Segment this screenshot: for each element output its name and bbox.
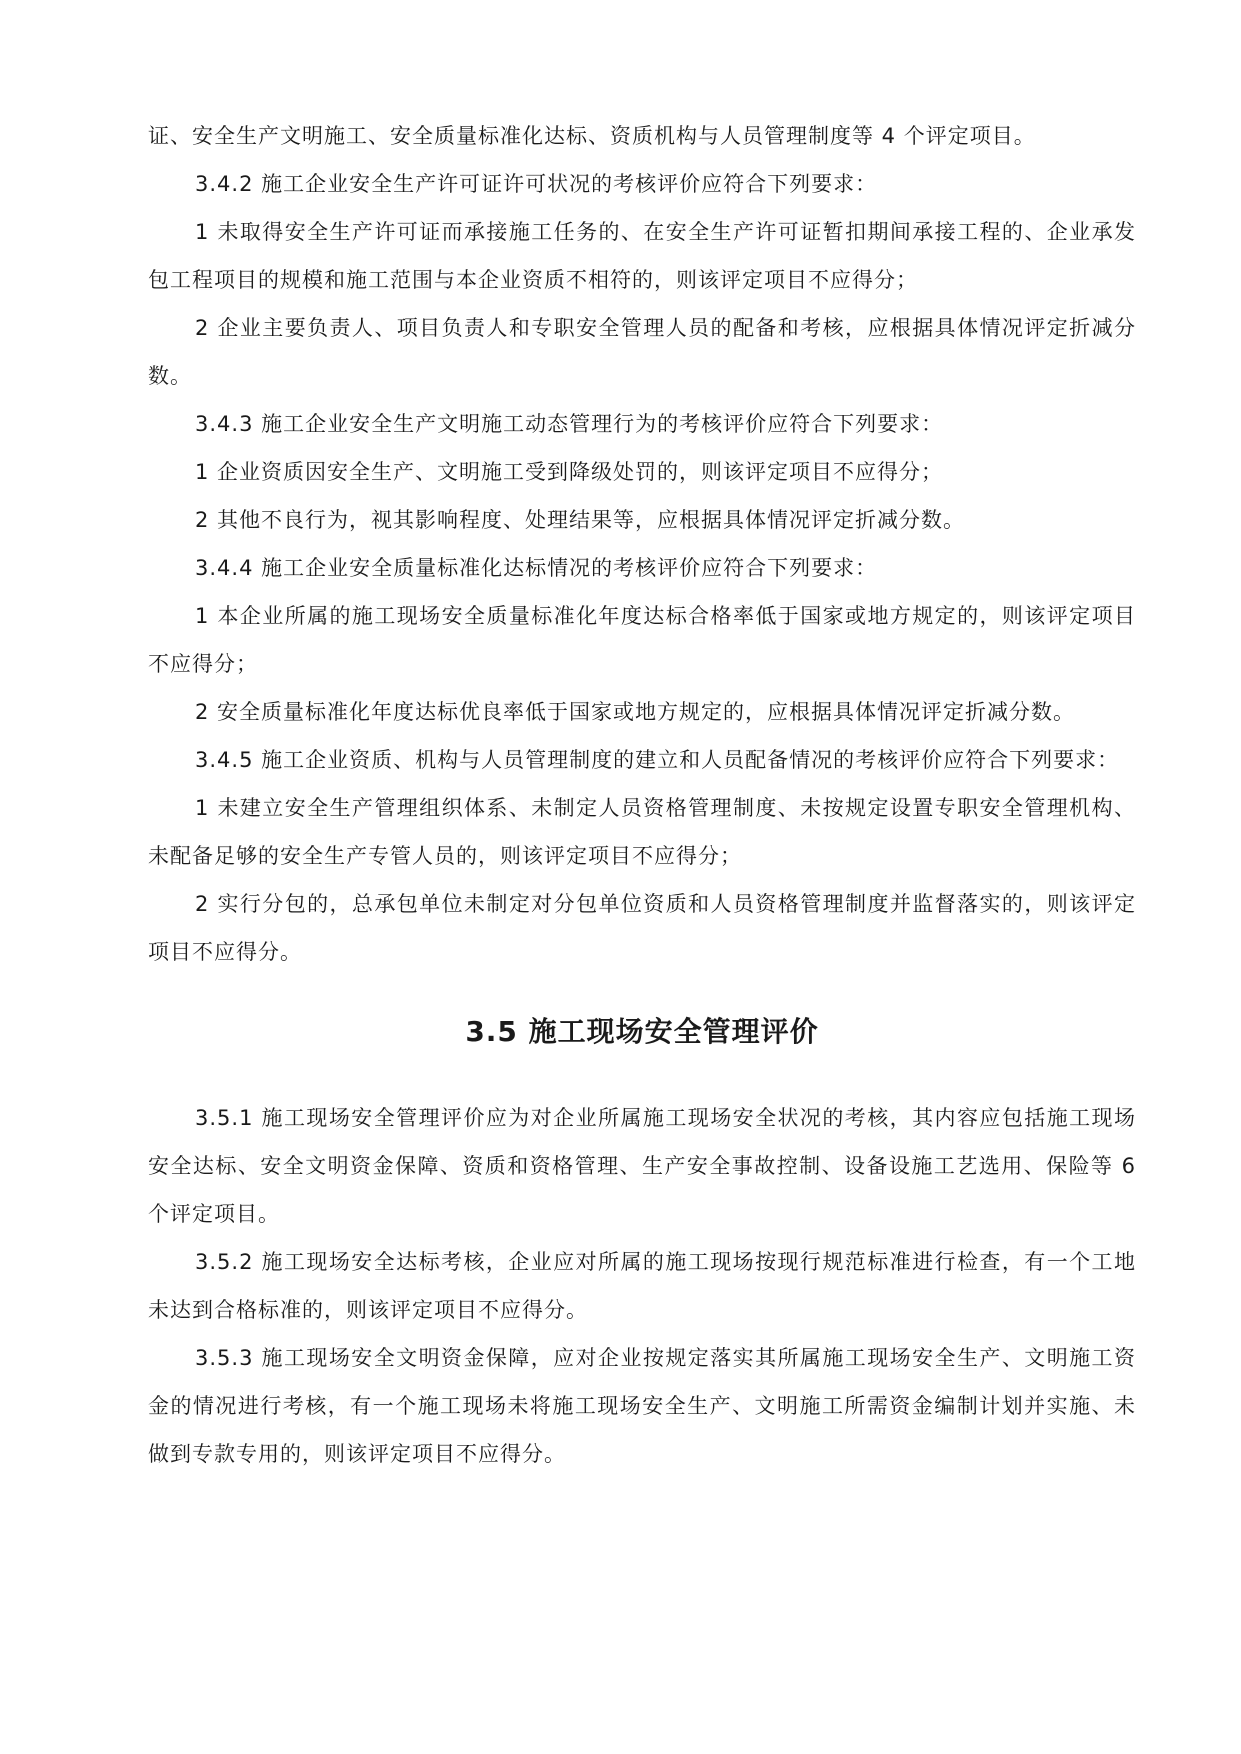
body-paragraph: 3.4.5 施工企业资质、机构与人员管理制度的建立和人员配备情况的考核评价应符合下列要求： (195, 748, 1120, 772)
body-paragraph: 证、安全生产文明施工、安全质量标准化达标、资质机构与人员管理制度等 4 个评定项目。 (148, 124, 1036, 148)
section-3-5-body (148, 1094, 1136, 1478)
body-paragraph: 2 实行分包的，总承包单位未制定对分包单位资质和人员资格管理制度并监督落实的，则该评定项目不应得分。 (148, 892, 1136, 964)
body-paragraph: 1 未取得安全生产许可证而承接施工任务的、在安全生产许可证暂扣期间承接工程的、企业承发包工程项目的规模和施工范围与本企业资质不相符的，则该评定项目不应得分； (148, 220, 1136, 292)
section-heading: 3.5 施工现场安全管理评价 (465, 1015, 819, 1048)
section-3-4-continuation (148, 112, 1136, 976)
body-paragraph: 3.4.4 施工企业安全质量标准化达标情况的考核评价应符合下列要求： (195, 556, 878, 580)
body-paragraph: 1 未建立安全生产管理组织体系、未制定人员资格管理制度、未按规定设置专职安全管理机构、未配备足够的安全生产专管人员的，则该评定项目不应得分； (148, 796, 1136, 868)
body-paragraph: 3.4.3 施工企业安全生产文明施工动态管理行为的考核评价应符合下列要求： (195, 412, 944, 436)
body-paragraph: 1 本企业所属的施工现场安全质量标准化年度达标合格率低于国家或地方规定的，则该评定项目不应得分； (148, 604, 1136, 676)
document-page (148, 112, 1136, 1478)
body-paragraph: 2 其他不良行为，视其影响程度、处理结果等，应根据具体情况评定折减分数。 (195, 508, 966, 532)
body-paragraph: 3.5.1 施工现场安全管理评价应为对企业所属施工现场安全状况的考核，其内容应包括施工现场安全达标、安全文明资金保障、资质和资格管理、生产安全事故控制、设备设施工艺选用、保险等 6 个评定项目。 (148, 1106, 1136, 1226)
body-paragraph: 1 企业资质因安全生产、文明施工受到降级处罚的，则该评定项目不应得分； (195, 460, 944, 484)
body-paragraph: 3.4.2 施工企业安全生产许可证许可状况的考核评价应符合下列要求： (195, 172, 878, 196)
body-paragraph: 3.5.2 施工现场安全达标考核，企业应对所属的施工现场按现行规范标准进行检查，有一个工地未达到合格标准的，则该评定项目不应得分。 (148, 1250, 1136, 1322)
body-paragraph: 2 企业主要负责人、项目负责人和专职安全管理人员的配备和考核，应根据具体情况评定折减分数。 (148, 316, 1136, 388)
body-paragraph: 2 安全质量标准化年度达标优良率低于国家或地方规定的，应根据具体情况评定折减分数。 (195, 700, 1076, 724)
body-paragraph: 3.5.3 施工现场安全文明资金保障，应对企业按规定落实其所属施工现场安全生产、文明施工资金的情况进行考核，有一个施工现场未将施工现场安全生产、文明施工所需资金编制计划并实施、未做到专款专用的，则该评定项目不应得分。 (148, 1346, 1136, 1466)
